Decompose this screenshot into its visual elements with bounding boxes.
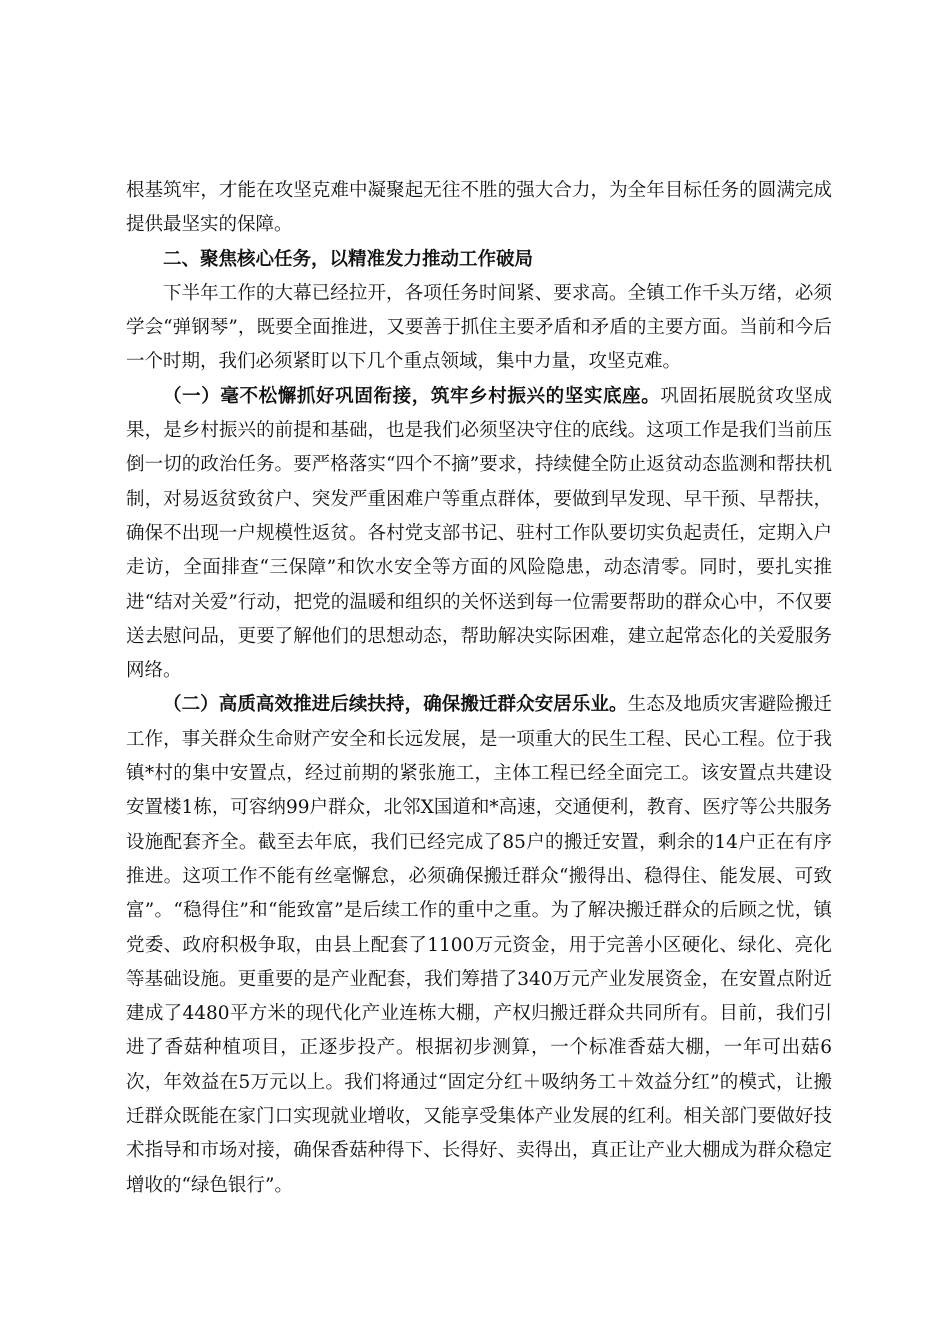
item1-paragraph	[126, 380, 832, 689]
item1-body: 巩固拓展脱贫攻坚成果，是乡村振兴的前提和基础，也是我们必须坚决守住的底线。这项工作是我们当前压倒一切的政治任务。要严格落实“四个不摘”要求，持续健全防止返贫动态监测和帮扶机制，对易返贫致贫户、突发严重困难户等重点群体，要做到早发现、早干预、早帮扶，确保不出现一户规模性返贫。各村党支部书记、驻村工作队要切实负起责任，定期入户走访，全面排查“三保障”和饮水安全等方面的风险隐患，动态清零。同时，要扎实推进“结对关爱”行动，把党的温暖和组织的关怀送到每一位需要帮助的群众心中，不仅要送去慰问品，更要了解他们的思想动态，帮助解决实际困难，建立起常态化的关爱服务网络。	[126, 385, 832, 682]
section-heading: 二、聚焦核心任务，以精准发力推动工作破局	[163, 248, 534, 270]
item2-body: 生态及地质灾害避险搬迁工作，事关群众生命财产安全和长远发展，是一项重大的民生工程、民心工程。位于我镇*村的集中安置点，经过前期的紧张施工，主体工程已经全面完工。该安置点共建设安置楼1栋，可容纳99户群众，北邻X国道和*高速，交通便利，教育、医疗等公共服务设施配套齐全。截至去年底，我们已经完成了85户的搬迁安置，剩余的14户正在有序推进。这项工作不能有丝毫懈怠，必须确保搬迁群众“搬得出、稳得住、能发展、可致富”。“稳得住”和“能致富”是后续工作的重中之重。为了解决搬迁群众的后顾之忧，镇党委、政府积极争取，由县上配套了1100万元资金，用于完善小区硬化、绿化、亮化等基础设施。更重要的是产业配套，我们筹措了340万元产业发展资金，在安置点附近建成了4480平方米的现代化产业连栋大棚，产权归搬迁群众共同所有。目前，我们引进了香菇种植项目，正逐步投产。根据初步测算，一个标准香菇大棚，一年可出菇6次，年效益在5万元以上。我们将通过“固定分红＋吸纳务工＋效益分红”的模式，让搬迁群众既能在家门口实现就业增收，又能享受集体产业发展的红利。相关部门要做好技术指导和市场对接，确保香菇种得下、长得好、卖得出，真正让产业大棚成为群众稳定增收的“绿色银行”。	[126, 694, 832, 1196]
item1-lead: （一）毫不松懈抓好巩固衔接，筑牢乡村振兴的坚实底座。	[163, 385, 661, 407]
intro-paragraph: 下半年工作的大幕已经拉开，各项任务时间紧、要求高。全镇工作千头万绪，必须学会“弹钢琴”，既要全面推进，又要善于抓住主要矛盾和矛盾的主要方面。当前和今后一个时期，我们必须紧盯以下几个重点领域，集中力量，攻坚克难。	[126, 282, 832, 373]
item2-lead: （二）高质高效推进后续扶持，确保搬迁群众安居乐业。	[163, 694, 628, 716]
continued-paragraph: 根基筑牢，才能在攻坚克难中凝聚起无往不胜的强大合力，为全年目标任务的圆满完成提供最坚实的保障。	[126, 180, 832, 236]
document-body	[126, 174, 832, 1203]
item2-paragraph	[126, 688, 832, 1202]
